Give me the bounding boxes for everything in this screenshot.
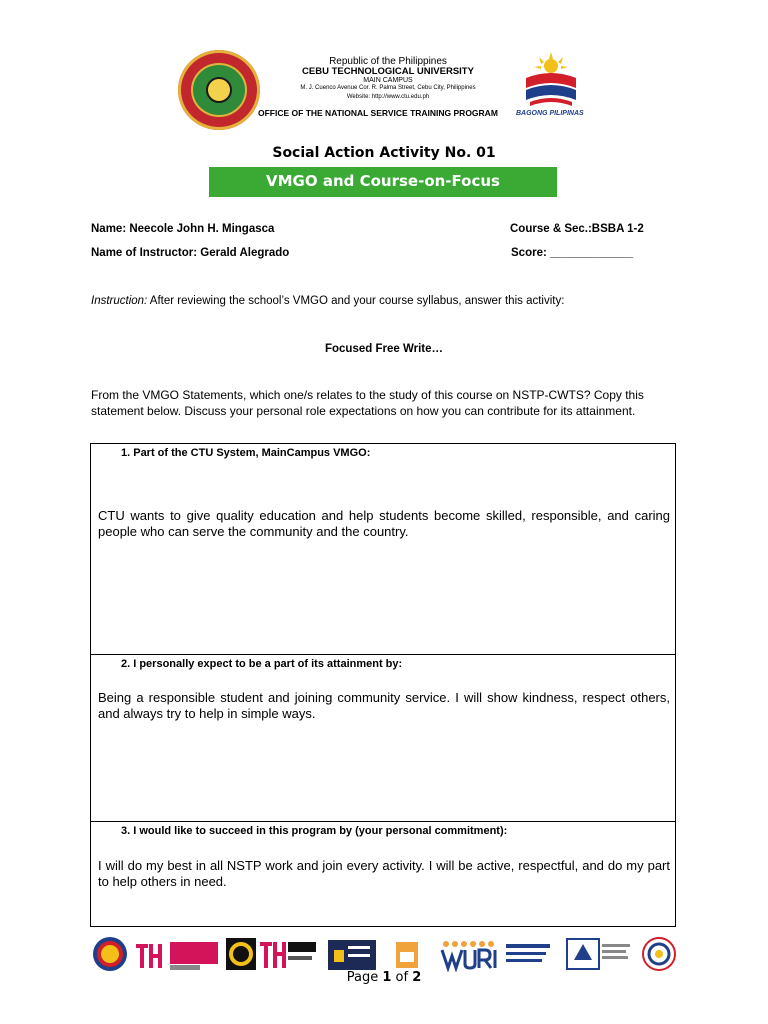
course-section: Course & Sec.:BSBA 1-2 bbox=[510, 223, 644, 235]
question-text: From the VMGO Statements, which one/s relates to the study of this course on NSTP-CWTS? Copy this statement below. Discuss your personal role expectations on how you can contribute for its attainment. bbox=[91, 388, 644, 418]
score-field: Score: _____________ bbox=[511, 247, 634, 259]
page-total: 2 bbox=[412, 970, 422, 985]
qs-stars-logo bbox=[392, 936, 422, 972]
answer-box-3 bbox=[90, 821, 676, 927]
header-website: Website: http://www.ctu.edu.ph bbox=[346, 94, 430, 100]
box-3-answer: I will do my best in all NSTP work and join every activity. I will be active, respectful, and do my part to help others in need. bbox=[98, 858, 670, 889]
free-write-title: Focused Free Write… bbox=[324, 343, 443, 355]
wuri-logo bbox=[440, 936, 552, 972]
bagong-pilipinas-text: BAGONG PILIPINAS bbox=[516, 110, 584, 117]
box-1-answer: CTU wants to give quality education and help students become skilled, responsible, and caring people who can serve the community and the country. bbox=[98, 508, 670, 539]
page-current: 1 bbox=[382, 970, 392, 985]
box-1-heading: 1. Part of the CTU System, MainCampus VMGO: bbox=[121, 447, 371, 459]
header-address: M. J. Cuenco Avenue Cor. R. Palma Street, Cebu City, Philippines bbox=[300, 85, 476, 91]
management-system-text-logo bbox=[600, 936, 634, 972]
instruction bbox=[91, 295, 564, 307]
box-2-heading: 2. I personally expect to be a part of its attainment by: bbox=[121, 658, 403, 670]
bagong-pilipinas-logo bbox=[522, 52, 580, 110]
asean-logo bbox=[90, 936, 130, 972]
box-2-answer: Being a responsible student and joining community service. I will show kindness, respect others, and always try to help in simple ways. bbox=[98, 690, 670, 721]
instruction-label: Instruction: bbox=[91, 295, 148, 307]
box-3-heading: 3. I would like to succeed in this program by (your personal commitment): bbox=[121, 825, 508, 837]
nstp-round-logo bbox=[640, 936, 678, 972]
student-name: Name: Neecole John H. Mingasca bbox=[91, 223, 275, 235]
page-number: Page 1 of 2 bbox=[346, 970, 422, 985]
activity-title: Social Action Activity No. 01 bbox=[272, 145, 496, 161]
tuv-certification-logo bbox=[566, 936, 600, 972]
rankings-badge-logo bbox=[328, 936, 376, 972]
university-seal-logo bbox=[178, 50, 260, 130]
the-world-university-rankings-logo bbox=[134, 936, 220, 972]
header-campus: MAIN CAMPUS bbox=[363, 77, 413, 84]
answer-box-2 bbox=[90, 654, 676, 822]
instructor-name: Name of Instructor: Gerald Alegrado bbox=[91, 247, 290, 259]
answer-box-1 bbox=[90, 443, 676, 655]
activity-banner: VMGO and Course-on-Focus bbox=[209, 167, 557, 197]
the-impact-rankings-logo bbox=[226, 936, 318, 972]
header-university: CEBU TECHNOLOGICAL UNIVERSITY bbox=[302, 66, 474, 77]
header-republic: Republic of the Philippines bbox=[329, 56, 447, 67]
header-office: OFFICE OF THE NATIONAL SERVICE TRAINING PROGRAM bbox=[258, 108, 498, 118]
instruction-text: After reviewing the school’s VMGO and your course syllabus, answer this activity: bbox=[147, 295, 565, 307]
